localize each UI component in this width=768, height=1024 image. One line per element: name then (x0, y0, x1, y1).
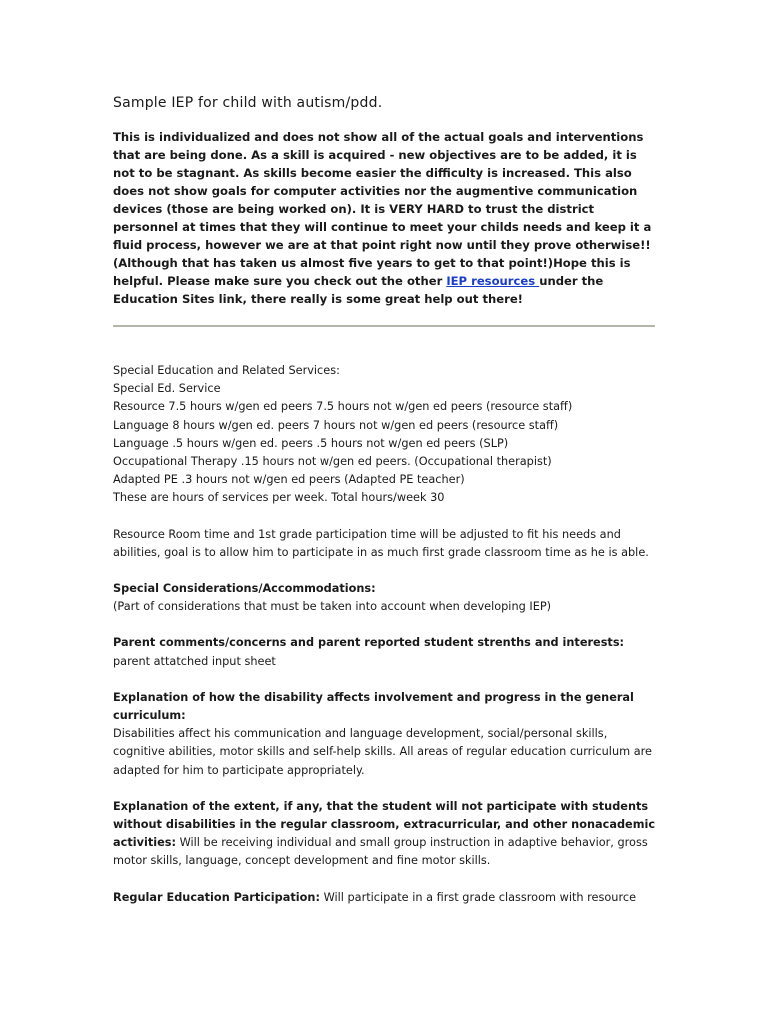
services-section (113, 362, 658, 508)
services-total: These are hours of services per week. Total hours/week 30 (113, 491, 445, 505)
considerations-text: (Part of considerations that must be taken into account when developing IEP) (113, 600, 552, 614)
services-line: Adapted PE .3 hours not w/gen ed peers (Adapted PE teacher) (113, 473, 465, 487)
regular-ed-heading: Regular Education Participation: (113, 890, 320, 904)
regular-ed-text: Will participate in a first grade classroom with resource (319, 890, 637, 904)
disability-effect-heading: Explanation of how the disability affects involvement and progress in the general curriculum: (113, 690, 634, 723)
iep-resources-link[interactable]: IEP resources (446, 274, 540, 288)
intro-paragraph (113, 128, 658, 308)
services-line: Occupational Therapy .15 hours not w/gen ed peers. (Occupational therapist) (113, 455, 552, 469)
services-heading: Special Education and Related Services: (113, 364, 340, 377)
horizontal-divider (113, 325, 655, 327)
services-line: Language .5 hours w/gen ed. peers .5 hours not w/gen ed peers (SLP) (113, 436, 509, 450)
services-line: Resource 7.5 hours w/gen ed peers 7.5 hours not w/gen ed peers (resource staff) (113, 400, 573, 414)
document-body (113, 362, 658, 907)
document-title: Sample IEP for child with autism/pdd. (113, 95, 383, 111)
resource-room-paragraph: Resource Room time and 1st grade participation time will be adjusted to fit his needs and abilities, goal is to allow him to participate in as much first grade classroom time as he is able. (113, 527, 649, 559)
intro-text-before-link: This is individualized and does not show all of the actual goals and interventions that are being done. As a skill is acquired - new objectives are to be added, it is not to be stagnant. As skills become easier the difficulty is increased. This also does not show goals for computer activities nor the augmentive communication devices (those are being worked on). It is VERY HARD to trust the district personnel at times that they will continue to meet your childs needs and keep it a fluid process, however we are at that point right now until they prove otherwise!! (Although that has taken us almost five years to get to that point!)Hope this is helpful. Please make sure you check out the other (113, 130, 652, 288)
extent-paragraph (113, 798, 658, 871)
services-line: Language 8 hours w/gen ed. peers 7 hours not w/gen ed peers (resource staff) (113, 418, 559, 432)
disability-effect-text: Disabilities affect his communication and language development, social/personal skills, cognitive abilities, motor skills and self-help skills. All areas of regular education curriculum are adapted for him to participate appropriately. (113, 727, 652, 777)
extent-text: Will be receiving individual and small group instruction in adaptive behavior, gross motor skills, language, concept development and fine motor skills. (113, 836, 648, 868)
parent-comments-heading: Parent comments/concerns and parent reported student strenths and interests: (113, 636, 625, 650)
considerations-heading: Special Considerations/Accommodations: (113, 582, 376, 596)
intro-text-after-link: under the Education Sites link, there really is some great help out there! (113, 274, 604, 306)
services-line: Special Ed. Service (113, 382, 221, 396)
parent-comments-text: parent attatched input sheet (113, 654, 276, 668)
extent-heading: Explanation of the extent, if any, that the student will not participate with students without disabilities in the regular classroom, extracurricular, and other nonacademic activities: (113, 799, 656, 850)
regular-ed-paragraph (113, 889, 658, 907)
